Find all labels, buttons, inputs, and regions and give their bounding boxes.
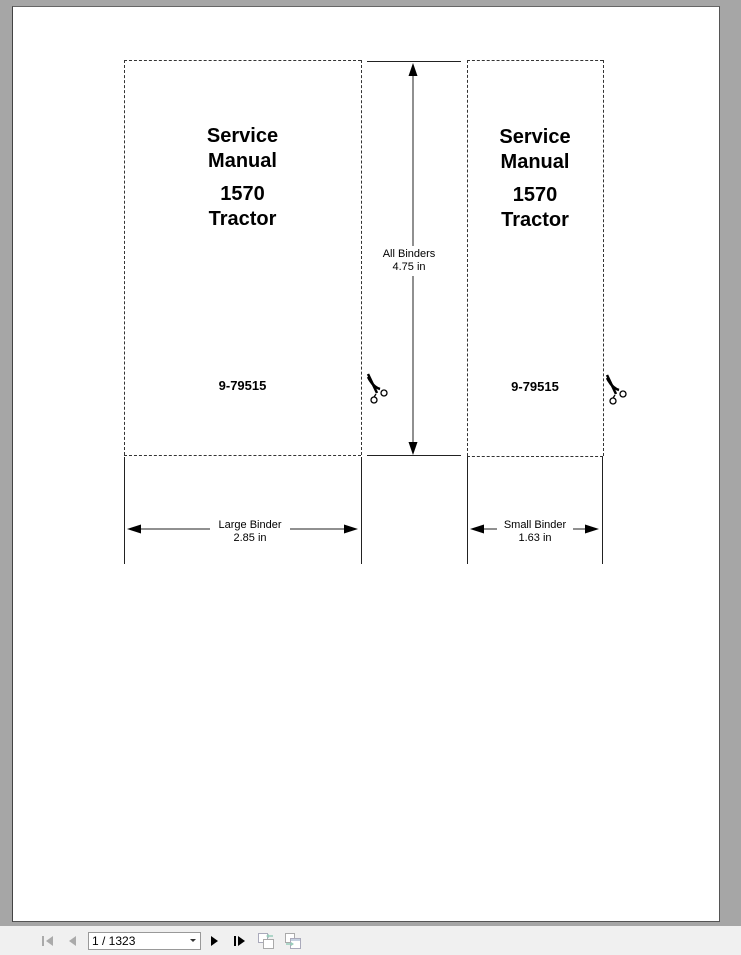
dimension-label: Small Binder xyxy=(503,519,567,531)
last-page-button[interactable] xyxy=(232,933,248,949)
height-bottom-extension xyxy=(367,455,461,456)
large-width-left-extension xyxy=(124,457,125,564)
page-swap-back-icon xyxy=(258,933,274,949)
cover-text: Manual xyxy=(500,151,570,173)
large-cover-top-cutline xyxy=(124,60,361,61)
dimension-value: 2.85 in xyxy=(233,532,267,544)
rotate-forward-button[interactable] xyxy=(285,933,301,949)
previous-page-button[interactable] xyxy=(64,933,80,949)
small-cover-title xyxy=(467,125,603,233)
previous-page-icon xyxy=(67,935,77,947)
dimension-label: All Binders xyxy=(382,248,436,260)
page-indicator: 1 / 1323 xyxy=(92,934,136,948)
pdf-page xyxy=(12,6,720,922)
cover-text: Tractor xyxy=(208,208,277,230)
rotate-back-button[interactable] xyxy=(258,933,274,949)
large-cover-bottom-cutline xyxy=(124,455,361,456)
height-top-extension xyxy=(367,61,461,62)
large-cover-part-number: 9-79515 xyxy=(218,378,267,393)
large-cover-title xyxy=(124,124,361,232)
last-page-icon xyxy=(233,935,247,947)
cover-text: Service xyxy=(499,126,571,148)
dimension-value: 4.75 in xyxy=(392,261,426,273)
dimension-label: Large Binder xyxy=(218,519,282,531)
small-width-right-extension xyxy=(602,457,603,564)
small-binder-label xyxy=(497,519,573,545)
cover-text: Service xyxy=(206,125,279,147)
small-width-left-extension xyxy=(467,457,468,564)
dimension-value: 1.63 in xyxy=(518,532,552,544)
small-cover-part-number: 9-79515 xyxy=(511,379,559,394)
cover-text: Manual xyxy=(208,150,277,172)
first-page-icon xyxy=(41,935,55,947)
all-binders-label xyxy=(379,246,439,276)
first-page-button[interactable] xyxy=(40,933,56,949)
page-number-dropdown[interactable] xyxy=(88,932,201,950)
chevron-down-icon xyxy=(190,939,196,942)
cover-text: Tractor xyxy=(501,209,569,231)
cover-text: 1570 xyxy=(220,183,265,205)
cover-text: 1570 xyxy=(512,184,558,206)
large-cover-left-cutline xyxy=(124,60,125,455)
large-cover-right-cutline xyxy=(361,60,362,455)
small-cover-bottom-cutline xyxy=(467,456,603,457)
next-page-button[interactable] xyxy=(207,933,223,949)
large-binder-label xyxy=(210,519,290,545)
small-cover-top-cutline xyxy=(467,60,603,61)
pdf-navigation-toolbar xyxy=(0,926,741,955)
large-width-right-extension xyxy=(361,457,362,564)
scissors-icon xyxy=(364,373,390,407)
small-cover-left-cutline xyxy=(467,60,468,456)
scissors-icon xyxy=(603,374,629,408)
page-swap-forward-icon xyxy=(285,933,301,949)
next-page-icon xyxy=(210,935,220,947)
